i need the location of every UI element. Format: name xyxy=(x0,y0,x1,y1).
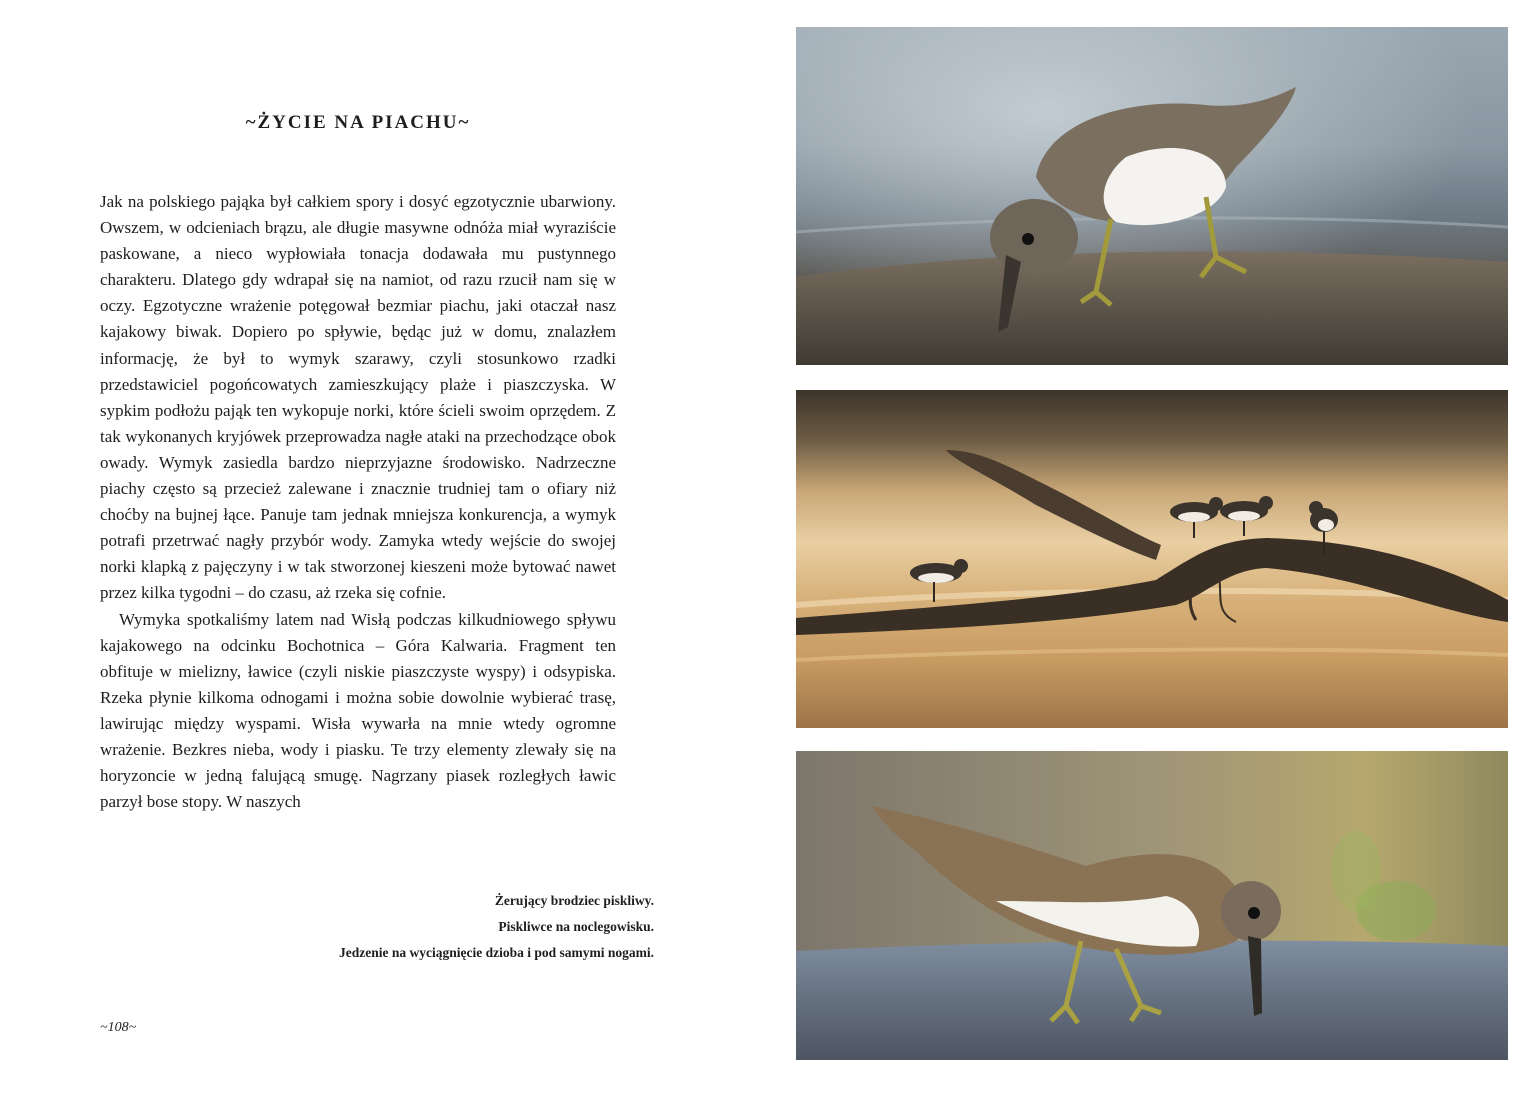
sandpiper-foraging-photo xyxy=(796,751,1508,1060)
body-text xyxy=(100,189,616,815)
page-number: ~108~ xyxy=(100,1020,137,1035)
sandpiper-foraging-icon xyxy=(796,751,1508,1060)
paragraph-1: Jak na polskiego pająka był całkiem spory i dosyć egzotycznie ubarwiony. Owszem, w odcieniach brązu, ale długie masywne odnóża miał wyraziście paskowane, a nieco wypłowiała tonacja dodawała mu pustynnego charakteru. Dlatego gdy wdrapał się na namiot, od razu rzucił nam się w oczy. Egzotyczne wrażenie potęgował bezmiar piachu, jaki otaczał nasz kajakowy biwak. Dopiero po spływie, będąc już w domu, znalazłem informację, że był to wymyk szarawy, czyli stosunkowo rzadki przedstawiciel pogońcowatych zamieszkujący plaże i piaszczyska. W sypkim podłożu pająk ten wykopuje norki, które ścieli swoim oprzędem. Z tak wykonanych kryjówek przeprowadza nagłe ataki na przechodzące obok owady. Wymyk zasiedla bardzo nieprzyjazne środowisko. Nadrzeczne piachy często są przecież zalewane i znacznie trudniej tam o ofiary niż choćby na bujnej łące. Panuje tam jednak mniejsza konkurencja, a wymyk potrafi przetrwać nagły przybór wody. Zamyka wtedy wejście do swojej norki klapką z pajęczyny i w tak stworzonej kieszeni może bytować nawet przez kilka tygodni – do czasu, aż rzeka się cofnie. xyxy=(100,192,616,603)
caption-1: Żerujący brodziec piskliwy. xyxy=(494,893,654,908)
sandpipers-on-driftwood-photo xyxy=(796,390,1508,728)
chapter-title: ~ŻYCIE NA PIACHU~ xyxy=(245,112,471,133)
right-page xyxy=(768,0,1535,1098)
sandpiper-feeding-icon xyxy=(796,27,1508,365)
caption-2: Piskliwce na noclegowisku. xyxy=(498,919,654,934)
sandpipers-on-driftwood-icon xyxy=(796,390,1508,728)
caption-3: Jedzenie na wyciągnięcie dzioba i pod samymi nogami. xyxy=(339,945,654,960)
sandpiper-feeding-photo xyxy=(796,27,1508,365)
paragraph-2: Wymyka spotkaliśmy latem nad Wisłą podczas kilkudniowego spływu kajakowego na odcinku Bochotnica – Góra Kalwaria. Fragment ten obfituje w mielizny, ławice (czyli niskie piaszczyste wyspy) i odsypiska. Rzeka płynie kilkoma odnogami i można sobie dowolnie wybierać trasę, lawirując między wyspami. Wisła wywarła na mnie wtedy ogromne wrażenie. Bezkres nieba, wody i piasku. Te trzy elementy zlewały się na horyzoncie w jedną falującą smugę. Nagrzany piasek rozległych ławic parzył bose stopy. W naszych xyxy=(100,609,616,812)
photo-captions xyxy=(260,888,654,966)
